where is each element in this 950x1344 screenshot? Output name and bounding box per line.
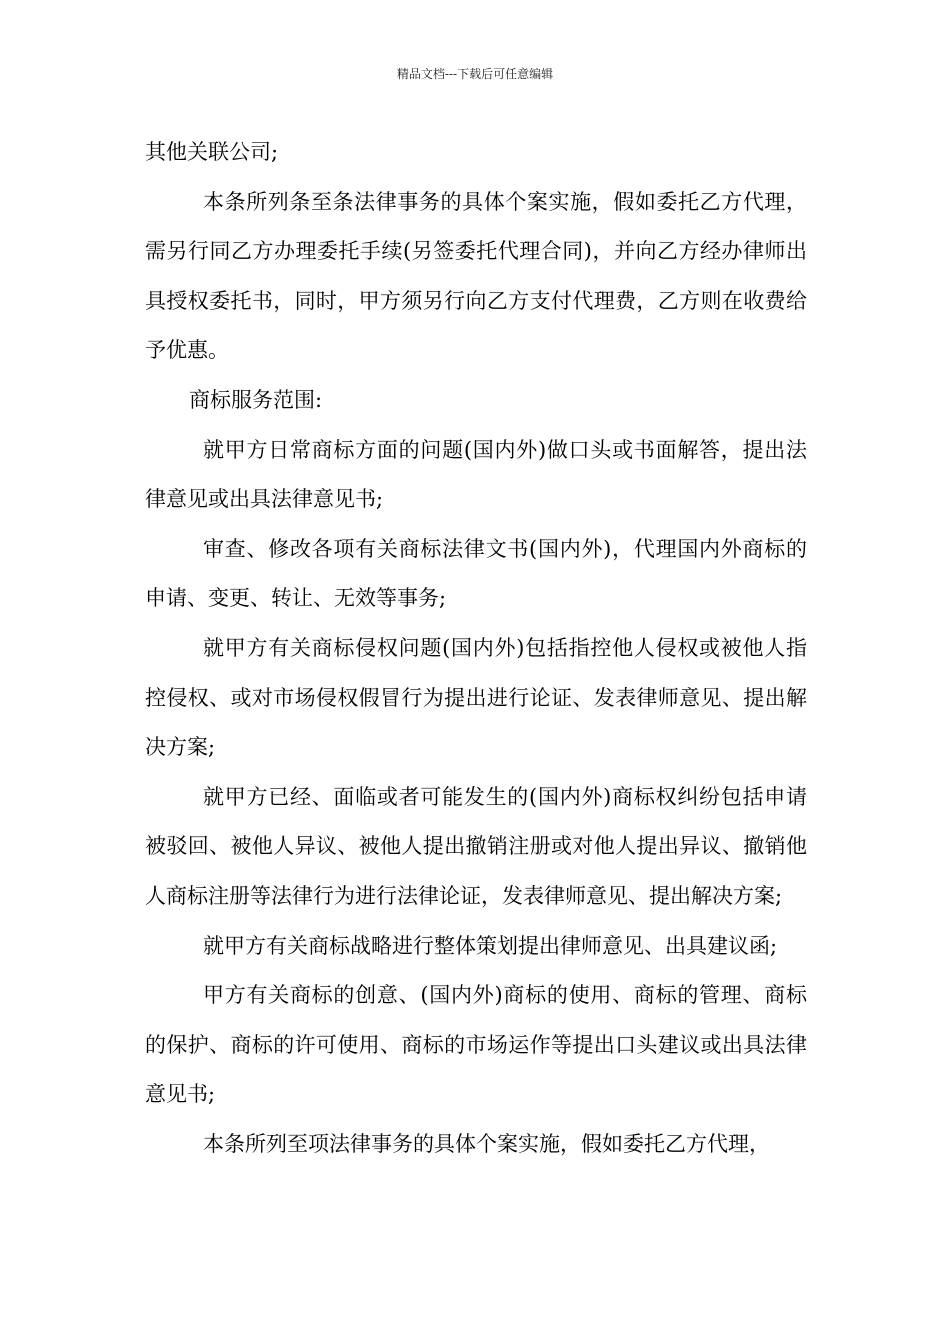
paragraph-trademark-infringement: 就甲方有关商标侵权问题(国内外)包括指控他人侵权或被他人指控侵权、或对市场侵权假冒行为提出进行论证、发表律师意见、提出解决方案; bbox=[145, 635, 807, 760]
paragraph-trademark-strategy: 就甲方有关商标战略进行整体策划提出律师意见、出具建议函; bbox=[203, 933, 778, 958]
paragraph-legal-affairs-note: 本条所列条至条法律事务的具体个案实施，假如委托乙方代理，需另行同乙方办理委托手续(另签委托代理合同)，并向乙方经办律师出具授权委托书，同时，甲方须另行向乙方支付代理费，乙方则在收费给予优惠。 bbox=[145, 189, 807, 363]
document-body bbox=[145, 128, 807, 1169]
paragraph-trademark-affairs-note: 本条所列至项法律事务的具体个案实施，假如委托乙方代理， bbox=[203, 1131, 770, 1156]
section-heading-trademark-scope: 商标服务范围: bbox=[189, 387, 323, 412]
paragraph-continuation: 其他关联公司; bbox=[145, 140, 279, 164]
page-header-watermark: 精品文档---下载后可任意编辑 bbox=[396, 67, 554, 81]
paragraph-trademark-consulting: 就甲方日常商标方面的问题(国内外)做口头或书面解答，提出法律意见或出具法律意见书; bbox=[145, 437, 807, 512]
paragraph-trademark-management: 甲方有关商标的创意、(国内外)商标的使用、商标的管理、商标的保护、商标的许可使用、商标的市场运作等提出口头建议或出具法律意见书; bbox=[145, 983, 807, 1107]
paragraph-trademark-disputes: 就甲方已经、面临或者可能发生的(国内外)商标权纠纷包括申请被驳回、被他人异议、被他人提出撤销注册或对他人提出异议、撤销他人商标注册等法律行为进行法律论证，发表律师意见、提出解决方案; bbox=[145, 784, 807, 908]
paragraph-trademark-documents: 审查、修改各项有关商标法律文书(国内外)，代理国内外商标的申请、变更、转让、无效等事务; bbox=[145, 536, 807, 611]
